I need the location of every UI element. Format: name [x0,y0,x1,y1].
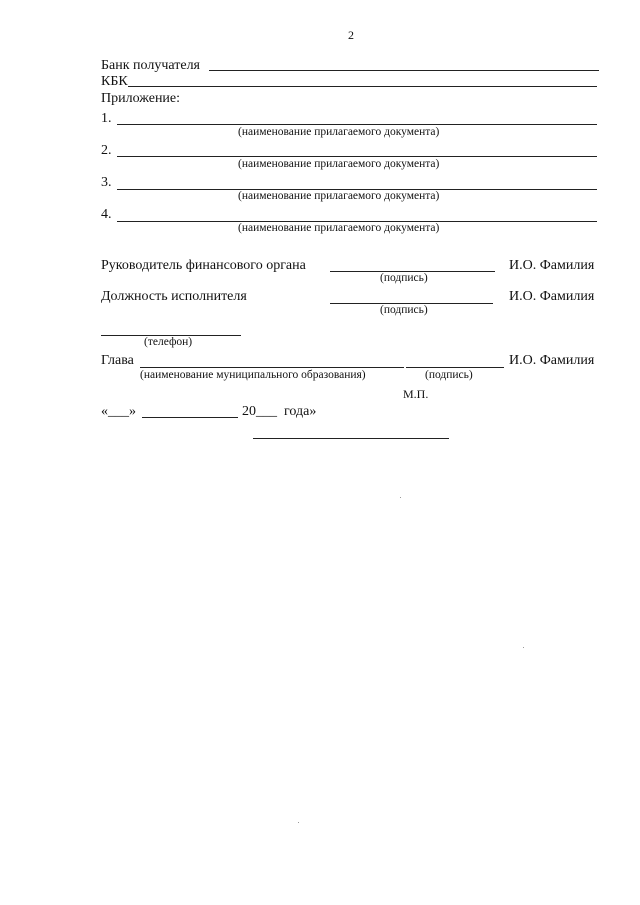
head-finance-label: Руководитель финансового органа [101,258,306,273]
glava-signature-field[interactable] [406,353,504,368]
attachment-number: 2. [101,143,112,158]
stamp-mark: М.П. [403,387,429,401]
attachments-heading: Приложение: [101,91,181,106]
signature-hint: (подпись) [425,369,473,381]
date-month-field[interactable] [142,403,238,418]
municipality-hint: (наименование муниципального образования) [140,369,366,381]
date-day: «___» [101,404,136,419]
glava-name: И.О. Фамилия [509,353,595,368]
executor-name: И.О. Фамилия [509,289,595,304]
head-finance-signature-field[interactable] [330,257,495,272]
attachment-number: 3. [101,175,112,190]
bank-field[interactable] [209,56,599,71]
date-year-suffix: года» [284,404,317,419]
attachment-hint: (наименование прилагаемого документа) [238,222,440,234]
bank-label: Банк получателя [101,58,200,73]
attachment-field[interactable] [117,207,597,222]
municipality-field[interactable] [140,353,404,368]
kbk-label: КБК [101,74,128,89]
scan-speck [523,647,524,648]
signature-hint: (подпись) [380,304,428,316]
executor-signature-field[interactable] [330,289,493,304]
attachment-hint: (наименование прилагаемого документа) [238,158,440,170]
attachment-field[interactable] [117,110,597,125]
phone-hint: (телефон) [144,336,193,348]
head-finance-name: И.О. Фамилия [509,258,595,273]
scan-speck [298,822,299,823]
attachment-hint: (наименование прилагаемого документа) [238,126,440,138]
attachment-field[interactable] [117,142,597,157]
attachment-field[interactable] [117,175,597,190]
page-number: 2 [348,28,354,42]
signature-hint: (подпись) [380,272,428,284]
attachment-number: 4. [101,207,112,222]
executor-label: Должность исполнителя [101,289,247,304]
scan-speck [400,497,401,498]
attachment-hint: (наименование прилагаемого документа) [238,190,440,202]
phone-field[interactable] [101,321,241,336]
kbk-field[interactable] [128,72,597,87]
attachment-number: 1. [101,111,112,126]
date-year: 20___ [242,404,277,419]
glava-label: Глава [101,353,134,368]
closing-divider [253,426,449,439]
